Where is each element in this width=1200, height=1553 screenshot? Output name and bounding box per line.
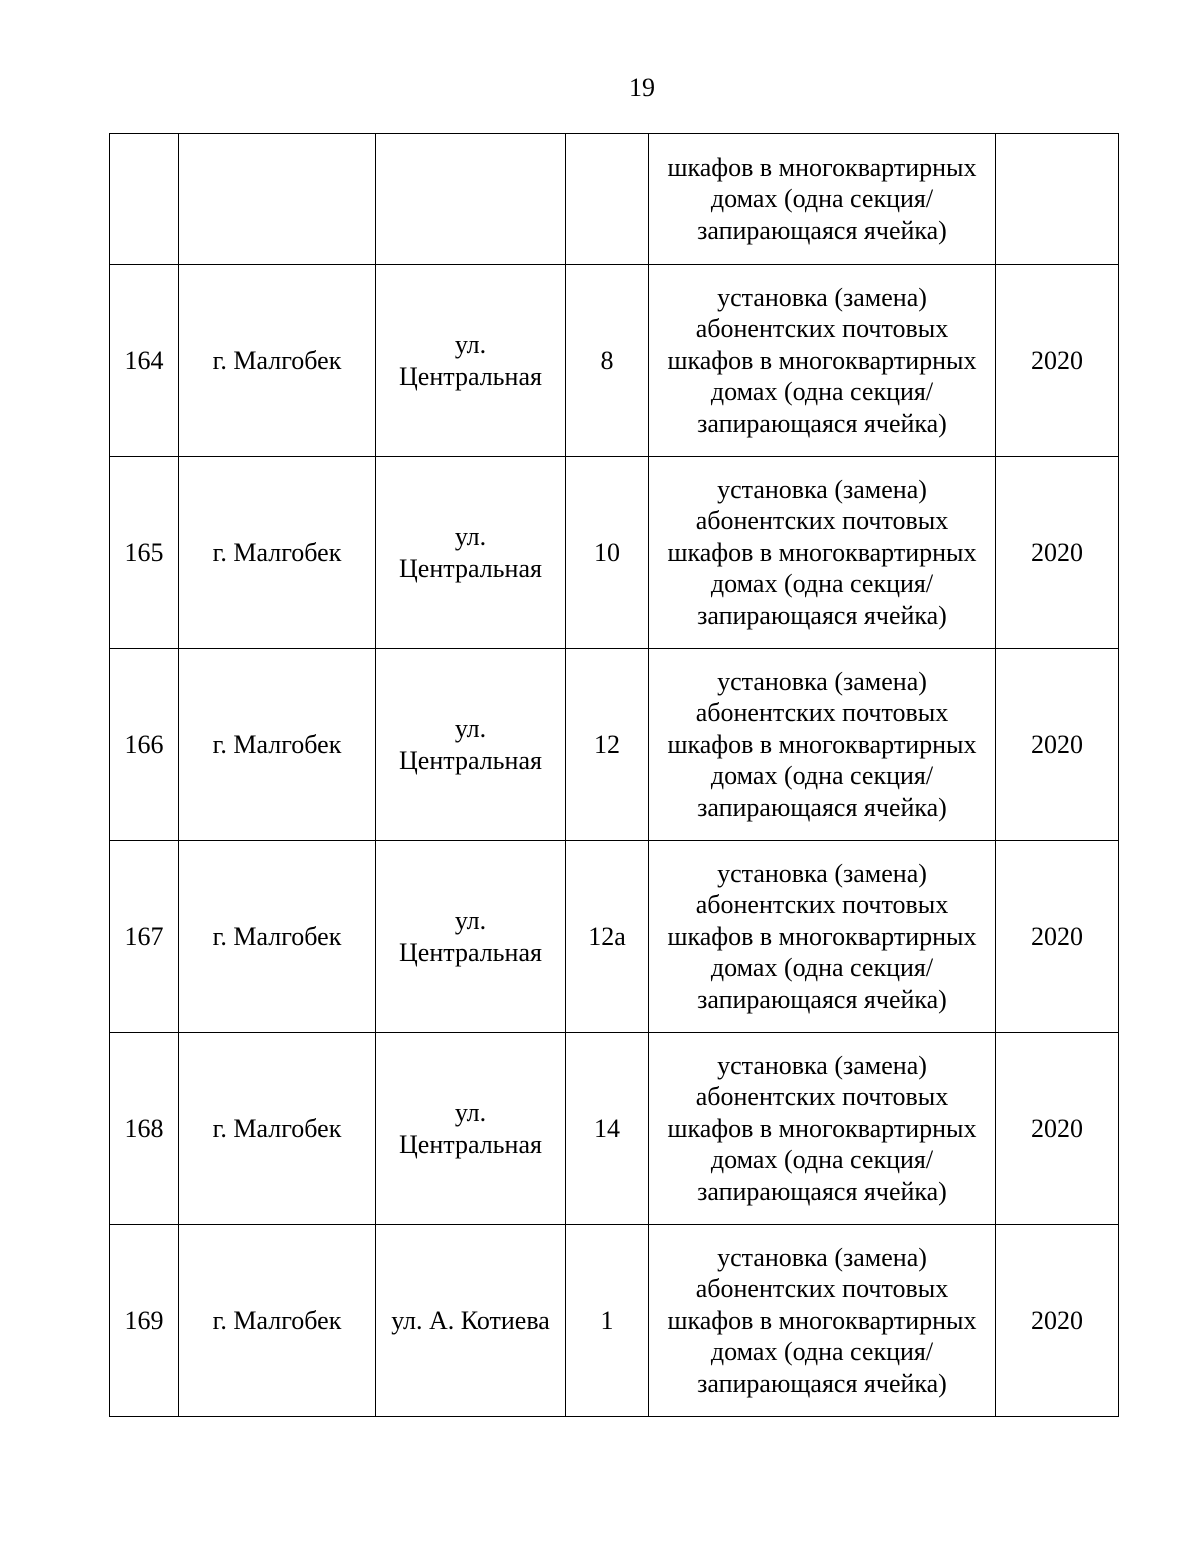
cell-year bbox=[996, 134, 1119, 265]
cell-street: ул. Центральная bbox=[376, 1033, 566, 1225]
cell-street bbox=[376, 134, 566, 265]
cell-street: ул. Центральная bbox=[376, 457, 566, 649]
cell-work: установка (замена) абонентских почтовых шкафов в многоквартирных домах (одна секция/запирающаяся ячейка) bbox=[649, 649, 996, 841]
cell-street: ул. Центральная bbox=[376, 841, 566, 1033]
cell-year: 2020 bbox=[996, 649, 1119, 841]
cell-year: 2020 bbox=[996, 841, 1119, 1033]
cell-number: 166 bbox=[110, 649, 179, 841]
cell-number: 164 bbox=[110, 265, 179, 457]
page-number: 19 bbox=[629, 73, 655, 102]
cell-street: ул. Центральная bbox=[376, 265, 566, 457]
cell-work: установка (замена) абонентских почтовых шкафов в многоквартирных домах (одна секция/запирающаяся ячейка) bbox=[649, 841, 996, 1033]
cell-city: г. Малгобек bbox=[179, 841, 376, 1033]
cell-number bbox=[110, 134, 179, 265]
cell-city bbox=[179, 134, 376, 265]
cell-work: установка (замена) абонентских почтовых шкафов в многоквартирных домах (одна секция/запирающаяся ячейка) bbox=[649, 1033, 996, 1225]
cell-year: 2020 bbox=[996, 265, 1119, 457]
cell-house: 14 bbox=[566, 1033, 649, 1225]
cell-house: 12а bbox=[566, 841, 649, 1033]
cell-work: установка (замена) абонентских почтовых шкафов в многоквартирных домах (одна секция/запирающаяся ячейка) bbox=[649, 1225, 996, 1417]
cell-house bbox=[566, 134, 649, 265]
cell-work: шкафов в многоквартирных домах (одна секция/запирающаяся ячейка) bbox=[649, 134, 996, 265]
cell-city: г. Малгобек bbox=[179, 1225, 376, 1417]
cell-year: 2020 bbox=[996, 1225, 1119, 1417]
cell-year: 2020 bbox=[996, 457, 1119, 649]
table-row bbox=[110, 457, 1119, 649]
cell-house: 12 bbox=[566, 649, 649, 841]
cell-street: ул. Центральная bbox=[376, 649, 566, 841]
table-row bbox=[110, 649, 1119, 841]
cell-number: 165 bbox=[110, 457, 179, 649]
table-row bbox=[110, 265, 1119, 457]
cell-number: 168 bbox=[110, 1033, 179, 1225]
cell-city: г. Малгобек bbox=[179, 649, 376, 841]
table-row-continuation bbox=[110, 134, 1119, 265]
cell-number: 167 bbox=[110, 841, 179, 1033]
cell-year: 2020 bbox=[996, 1033, 1119, 1225]
cell-house: 10 bbox=[566, 457, 649, 649]
cell-house: 1 bbox=[566, 1225, 649, 1417]
cell-city: г. Малгобек bbox=[179, 1033, 376, 1225]
table-row bbox=[110, 1225, 1119, 1417]
table-row bbox=[110, 1033, 1119, 1225]
table-row bbox=[110, 841, 1119, 1033]
works-table bbox=[109, 133, 1119, 1417]
cell-city: г. Малгобек bbox=[179, 265, 376, 457]
cell-city: г. Малгобек bbox=[179, 457, 376, 649]
cell-work: установка (замена) абонентских почтовых шкафов в многоквартирных домах (одна секция/запирающаяся ячейка) bbox=[649, 457, 996, 649]
cell-street: ул. А. Котиева bbox=[376, 1225, 566, 1417]
cell-number: 169 bbox=[110, 1225, 179, 1417]
cell-house: 8 bbox=[566, 265, 649, 457]
cell-work: установка (замена) абонентских почтовых шкафов в многоквартирных домах (одна секция/запирающаяся ячейка) bbox=[649, 265, 996, 457]
